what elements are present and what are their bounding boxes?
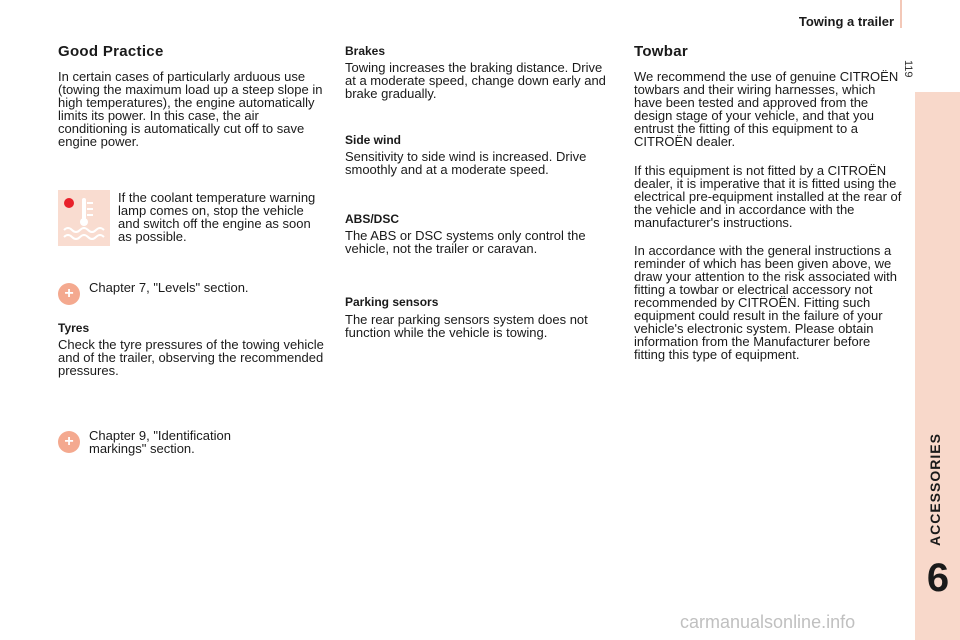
abs-dsc-title: ABS/DSC [345, 212, 400, 226]
tyres-paragraph: Check the tyre pressures of the towing vehicle and of the trailer, observing the recommended pressures. [58, 337, 324, 378]
running-head: Towing a trailer [798, 14, 894, 29]
section-label: ACCESSORIES [927, 433, 943, 546]
abs-dsc-paragraph: The ABS or DSC systems only control the vehicle, not the trailer or caravan. [345, 228, 586, 256]
towbar-title: Towbar [634, 43, 689, 60]
parking-sensors-title: Parking sensors [345, 295, 439, 309]
header-rule [900, 0, 902, 28]
brakes-paragraph: Towing increases the braking distance. Drive at a moderate speed, change down early and brake gradually. [345, 60, 606, 101]
side-wind-paragraph: Sensitivity to side wind is increased. Drive smoothly and at a moderate speed. [345, 149, 587, 177]
chapter-number: 6 [926, 556, 950, 600]
tyres-title: Tyres [58, 321, 90, 335]
good-practice-title: Good Practice [58, 43, 164, 60]
good-practice-paragraph: In certain cases of particularly arduous use (towing the maximum load up a steep slope in high temperatures), the engine automatically limits its power. In this case, the air conditioning is automatically cut off to save engine power. [58, 69, 323, 149]
plus-icon: + [58, 283, 80, 305]
coolant-warning-text: If the coolant temperature warning lamp comes on, stop the vehicle and switch off the engine as soon as possible. [118, 190, 316, 244]
page-number: 119 [902, 60, 914, 78]
side-wind-title: Side wind [345, 133, 402, 147]
plus-icon: + [58, 431, 80, 453]
towbar-paragraph-1: We recommend the use of genuine CITROËN towbars and their wiring harnesses, which have been tested and approved from the design stage of your vehicle, and that you entrust the fitting of this equipment to a CITROËN dealer. [634, 69, 899, 149]
parking-sensors-paragraph: The rear parking sensors system does not function while the vehicle is towing. [345, 312, 588, 340]
reference-levels: Chapter 7, "Levels" section. [89, 280, 249, 295]
towbar-paragraph-3: In accordance with the general instructions a reminder of which has been given above, we draw your attention to the risk associated with fitting a towbar or electrical accessory not recommended by CITROËN. Fitting such equipment could result in the failure of your vehicle's electronic system. Please obtain information from the Manufacturer before fitting this type of equipment. [634, 243, 898, 362]
watermark: carmanualsonline.info [680, 612, 856, 632]
brakes-title: Brakes [345, 44, 386, 58]
coolant-temperature-warning-icon [58, 190, 110, 246]
towbar-paragraph-2: If this equipment is not fitted by a CITROËN dealer, it is imperative that it is fitted using the electrical pre-equipment installed at the rear of the vehicle and in accordance with the manufacturer's instructions. [634, 163, 902, 230]
reference-identification: Chapter 9, "Identification markings" section. [89, 428, 231, 456]
